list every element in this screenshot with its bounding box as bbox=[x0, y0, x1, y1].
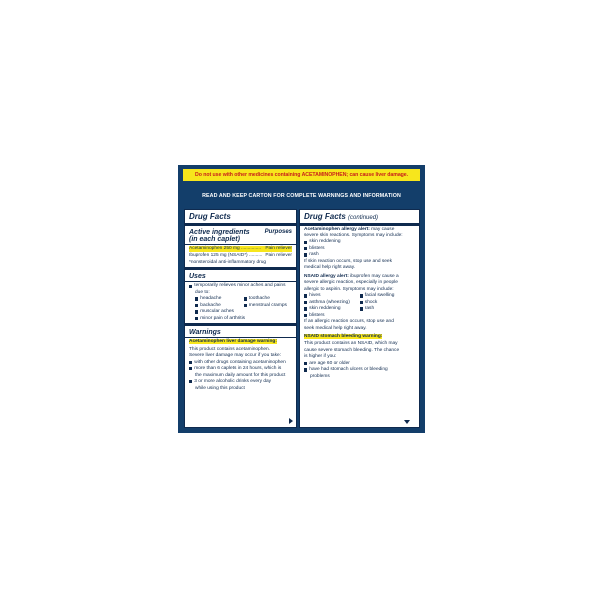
bullet-square-icon bbox=[360, 294, 363, 297]
liver-damage-banner: Do not use with other medicines containing ACETAMINOPHEN; can cause liver damage. bbox=[183, 169, 420, 181]
nsaid-instruction: If an allergic reaction occurs, stop use and bbox=[304, 319, 394, 325]
allergy-instruction: medical help right away. bbox=[304, 265, 356, 271]
purposes-label: Purposes bbox=[264, 228, 292, 235]
liver-warning-line: This product contains acetaminophen. bbox=[189, 346, 271, 352]
ingredient-name: Ibuprofen 125 mg (NSAID*) bbox=[189, 253, 248, 259]
uses-list bbox=[189, 296, 292, 309]
nsaid-footnote: *nonsteroidal anti-inflammatory drug bbox=[189, 259, 267, 265]
uses-title: Uses bbox=[189, 272, 206, 280]
bullet-square-icon bbox=[189, 367, 192, 370]
divider bbox=[185, 337, 296, 339]
ingredient-dots: ............... bbox=[241, 246, 262, 251]
use-item: headache bbox=[200, 296, 222, 302]
ingredient-purpose: Pain reliever bbox=[265, 253, 292, 259]
bullet-square-icon bbox=[189, 380, 192, 383]
bullet-square-icon bbox=[304, 314, 307, 317]
bullet-square-icon bbox=[195, 297, 198, 300]
use-item: toothache bbox=[248, 296, 270, 302]
liver-warning-heading: Acetaminophen liver damage warning: bbox=[189, 339, 277, 345]
use-item: muscular aches bbox=[200, 309, 234, 315]
symptom-item: hives bbox=[309, 293, 321, 299]
bullet-square-icon bbox=[360, 301, 363, 304]
symptom-item: rash bbox=[309, 252, 319, 258]
liver-bullet: 3 or more alcoholic drinks every day bbox=[194, 379, 272, 385]
list-item bbox=[189, 366, 292, 372]
per-caplet-label: (in each caplet) bbox=[189, 235, 240, 243]
liver-bullet-continued: the maximum daily amount for this product bbox=[195, 372, 286, 378]
liver-bullet-continued: while using this product bbox=[195, 385, 245, 391]
warnings-heading bbox=[185, 327, 296, 336]
drug-facts-title: Drug Facts bbox=[304, 212, 346, 221]
uses-heading bbox=[185, 271, 296, 280]
bullet-square-icon bbox=[304, 362, 307, 365]
per-caplet-heading bbox=[185, 236, 296, 243]
risk-item: are age 60 or older bbox=[309, 360, 350, 366]
bullet-square-icon bbox=[189, 285, 192, 288]
nsaid-text: ibuprofen may cause a bbox=[348, 273, 399, 279]
drug-facts-continued-title bbox=[300, 210, 419, 222]
symptom-item: facial swelling bbox=[364, 293, 395, 299]
risk-item: have had stomach ulcers or bleeding bbox=[309, 367, 388, 373]
symptom-item: skin reddening bbox=[309, 239, 341, 245]
use-item: minor pain of arthritis bbox=[200, 315, 246, 321]
symptom-item: blisters bbox=[309, 312, 325, 318]
divider bbox=[185, 323, 296, 326]
bullet-square-icon bbox=[304, 253, 307, 256]
risk-item-continued: problems bbox=[310, 373, 330, 379]
bleeding-text: This product contains an NSAID, which may bbox=[304, 341, 398, 347]
continue-arrow-icon bbox=[404, 420, 410, 424]
active-ingredients-heading bbox=[185, 227, 296, 236]
use-item: backache bbox=[200, 302, 221, 308]
bullet-square-icon bbox=[304, 301, 307, 304]
ingredient-row-acetaminophen bbox=[189, 246, 292, 252]
ingredient-name: Acetaminophen 250 mg bbox=[189, 246, 240, 251]
bullet-square-icon bbox=[195, 317, 198, 320]
symptom-item: blisters bbox=[309, 245, 325, 251]
liver-bullet: more than 6 caplets in 24 hours, which is bbox=[194, 366, 282, 372]
nsaid-text: allergic to aspirin. Symptoms may include: bbox=[304, 286, 394, 292]
bullet-square-icon bbox=[189, 361, 192, 364]
divider bbox=[185, 244, 296, 246]
bullet-square-icon bbox=[304, 307, 307, 310]
symptom-item: shock bbox=[364, 299, 378, 305]
drug-facts-title: Drug Facts bbox=[189, 212, 231, 221]
use-item: menstrual cramps bbox=[248, 302, 287, 308]
bullet-square-icon bbox=[244, 304, 247, 307]
bullet-square-icon bbox=[244, 297, 247, 300]
list-item bbox=[189, 283, 292, 289]
nsaid-instruction: seek medical help right away. bbox=[304, 325, 367, 331]
ingredient-purpose: Pain reliever bbox=[265, 246, 292, 251]
stomach-bleeding-heading: NSAID stomach bleeding warning: bbox=[304, 334, 383, 339]
bleeding-text: cause severe stomach bleeding. The chance bbox=[304, 347, 400, 353]
liver-warning-line: Severe liver damage may occur if you take: bbox=[189, 353, 281, 359]
allergy-instruction: If skin reaction occurs, stop use and seek bbox=[304, 258, 392, 264]
bullet-square-icon bbox=[195, 304, 198, 307]
divider bbox=[185, 267, 296, 270]
liver-bullet: with other drugs containing acetaminophen bbox=[194, 359, 286, 365]
nsaid-symptom-list bbox=[304, 293, 415, 312]
symptom-item: asthma (wheezing) bbox=[309, 299, 350, 305]
uses-intro-continued: due to: bbox=[195, 289, 210, 295]
uses-intro-line: temporarily relieves minor aches and pains bbox=[194, 283, 286, 289]
bullet-square-icon bbox=[195, 310, 198, 313]
nsaid-text: severe allergic reaction, especially in people bbox=[304, 280, 398, 286]
allergy-text: may cause bbox=[369, 226, 395, 232]
bullet-square-icon bbox=[304, 368, 307, 371]
list-item bbox=[244, 303, 293, 309]
bullet-square-icon bbox=[304, 241, 307, 244]
bleeding-text: is higher if you: bbox=[304, 354, 337, 360]
continue-arrow-icon bbox=[289, 418, 296, 424]
nsaid-allergy-heading: NSAID allergy alert: bbox=[304, 273, 349, 279]
active-ingredients-label: Active ingredients bbox=[189, 228, 250, 236]
ingredient-row-ibuprofen bbox=[189, 253, 292, 259]
list-item bbox=[360, 306, 416, 312]
symptom-item: skin reddening bbox=[309, 306, 341, 312]
read-keep-carton-notice: READ AND KEEP CARTON FOR COMPLETE WARNINGS AND INFORMATION bbox=[202, 193, 401, 199]
bullet-square-icon bbox=[304, 294, 307, 297]
drug-facts-panel-right bbox=[299, 209, 420, 428]
list-item bbox=[189, 316, 292, 322]
allergy-text: severe skin reactions. Symptoms may include: bbox=[304, 232, 403, 238]
bullet-square-icon bbox=[304, 247, 307, 250]
continued-label: (continued) bbox=[348, 215, 379, 221]
bullet-square-icon bbox=[360, 307, 363, 310]
acetaminophen-allergy-heading: Acetaminophen allergy alert: bbox=[304, 226, 370, 232]
divider bbox=[300, 223, 419, 226]
warnings-title: Warnings bbox=[189, 328, 221, 336]
ingredient-dots: .......... bbox=[249, 253, 263, 259]
symptom-item: rash bbox=[364, 306, 375, 312]
drug-facts-panel-left bbox=[184, 209, 297, 428]
divider bbox=[185, 223, 296, 226]
